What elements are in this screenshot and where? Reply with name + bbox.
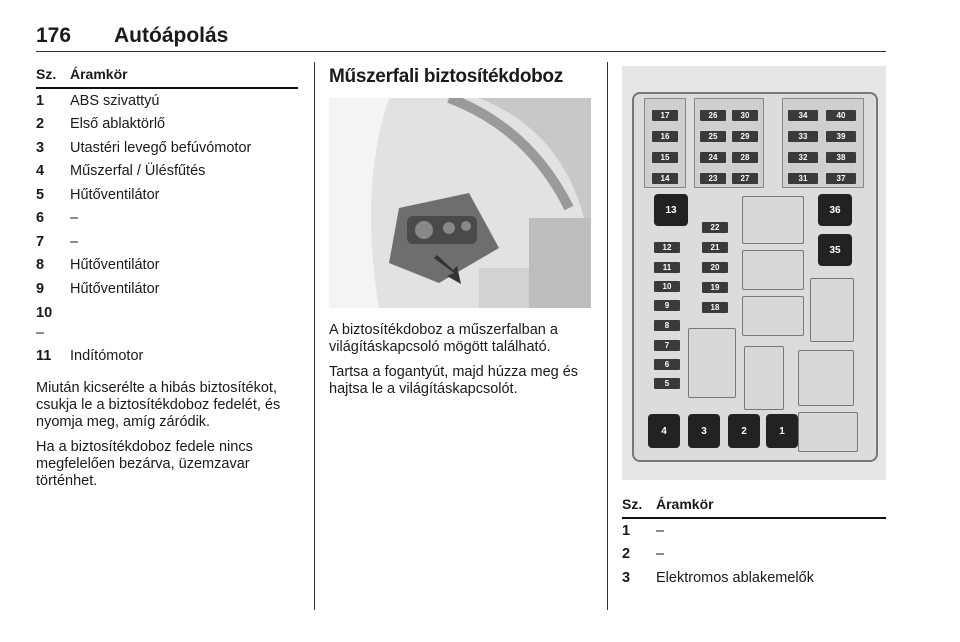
- fuse-31: 31: [788, 173, 818, 184]
- col-header-circuit: Áramkör: [70, 66, 128, 82]
- table-row: [36, 183, 298, 207]
- relay-slot: [810, 278, 854, 342]
- table-row: [36, 230, 298, 254]
- row-number: 8: [36, 257, 45, 274]
- relay-slot: [742, 296, 804, 336]
- column-middle: [329, 66, 591, 398]
- table-row: [622, 519, 886, 543]
- fuse-39: 39: [826, 131, 856, 142]
- row-number: 11: [36, 348, 52, 365]
- paragraph-instruction: Tartsa a fogantyút, majd húzza meg és hajtsa le a világításkapcsolót.: [329, 364, 579, 397]
- row-number: 1: [36, 92, 45, 109]
- fuse-25: 25: [700, 131, 726, 142]
- fuse-32: 32: [788, 152, 818, 163]
- fuse-29: 29: [732, 131, 758, 142]
- row-circuit: ABS szivattyú: [70, 92, 160, 109]
- row-circuit: –: [36, 324, 45, 341]
- fuse-4: 4: [648, 414, 680, 448]
- column-left: [36, 66, 298, 490]
- row-circuit: –: [656, 522, 665, 539]
- fuse-28: 28: [732, 152, 758, 163]
- fuse-22: 22: [702, 222, 728, 233]
- table-row: [36, 160, 298, 184]
- table-row: [36, 207, 298, 231]
- fuse-26: 26: [700, 110, 726, 121]
- fuse-33: 33: [788, 131, 818, 142]
- fuse-13: 13: [654, 194, 688, 226]
- fuse-14: 14: [652, 173, 678, 184]
- row-circuit: Első ablaktörlő: [70, 116, 166, 133]
- table-row: [36, 277, 298, 301]
- fuse-3: 3: [688, 414, 720, 448]
- row-circuit: –: [656, 546, 665, 563]
- fuse-35: 35: [818, 234, 852, 266]
- row-number: 2: [622, 546, 631, 563]
- column-right: [622, 66, 886, 590]
- relay-slot: [798, 350, 854, 406]
- paragraph-warning: Ha a biztosítékdoboz fedele nincs megfelelően bezárva, üzemzavar történhet.: [36, 439, 253, 489]
- table-row: [36, 136, 298, 160]
- fuse-18: 18: [702, 302, 728, 313]
- table-row: [36, 345, 298, 369]
- fuse-30: 30: [732, 110, 758, 121]
- row-number: 7: [36, 233, 45, 250]
- table-header: [36, 66, 298, 89]
- fuse-2: 2: [728, 414, 760, 448]
- fuse-40: 40: [826, 110, 856, 121]
- col-header-number: Sz.: [622, 496, 643, 512]
- fuse-1: 1: [766, 414, 798, 448]
- fuse-table: [36, 89, 298, 368]
- col-header-number: Sz.: [36, 66, 57, 82]
- row-number: 9: [36, 280, 45, 297]
- fuse-8: 8: [654, 320, 680, 331]
- fuse-table-2: [622, 496, 886, 590]
- table-row: [36, 89, 298, 113]
- fuse-12: 12: [654, 242, 680, 253]
- relay-slot: [742, 196, 804, 244]
- relay-slot: [798, 412, 858, 452]
- fuse-9: 9: [654, 300, 680, 311]
- row-circuit: Indítómotor: [70, 348, 144, 365]
- fuse-6: 6: [654, 359, 680, 370]
- row-number: 10: [36, 304, 53, 321]
- fuse-16: 16: [652, 131, 678, 142]
- row-circuit: Hűtőventilátor: [70, 257, 160, 274]
- fuse-10: 10: [654, 281, 680, 292]
- column-divider-1: [314, 62, 315, 610]
- dashboard-photo: [329, 98, 591, 308]
- section-title: Műszerfali biztosítékdoboz: [329, 66, 563, 87]
- row-number: 6: [36, 210, 45, 227]
- fuse-37: 37: [826, 173, 856, 184]
- fuse-15: 15: [652, 152, 678, 163]
- paragraph-location: A biztosítékdoboz a műszerfalban a világításkapcsoló mögött található.: [329, 322, 558, 355]
- row-number: 1: [622, 522, 631, 539]
- fuse-5: 5: [654, 378, 680, 389]
- page-header: [36, 22, 886, 52]
- relay-slot: [688, 328, 736, 398]
- fuse-17: 17: [652, 110, 678, 121]
- fuse-27: 27: [732, 173, 758, 184]
- fuse-19: 19: [702, 282, 728, 293]
- row-circuit: Utastéri levegő befúvómotor: [70, 139, 252, 156]
- fuse-36: 36: [818, 194, 852, 226]
- relay-slot: [742, 250, 804, 290]
- row-circuit: Műszerfal / Ülésfűtés: [70, 163, 206, 180]
- row-circuit: –: [70, 233, 79, 250]
- col-header-circuit: Áramkör: [656, 496, 714, 512]
- row-number: 2: [36, 116, 45, 133]
- fuse-box-diagram: [622, 66, 886, 480]
- row-number: 4: [36, 163, 45, 180]
- page-number: 176: [36, 24, 72, 47]
- table-row: [36, 113, 298, 137]
- table-row: [622, 543, 886, 567]
- row-circuit: Hűtőventilátor: [70, 280, 160, 297]
- table-row: [622, 566, 886, 590]
- fuse-21: 21: [702, 242, 728, 253]
- table-header: [622, 496, 886, 519]
- row-number: 5: [36, 186, 45, 203]
- page-title: Autóápolás: [114, 24, 229, 47]
- paragraph-close-cover: Miután kicserélte a hibás biztosítékot, csukja le a biztosítékdoboz fedelét, és nyomja meg, amíg záródik.: [36, 380, 281, 430]
- fuse-11: 11: [654, 262, 680, 273]
- fuse-24: 24: [700, 152, 726, 163]
- row-circuit: Hűtőventilátor: [70, 186, 160, 203]
- fuse-38: 38: [826, 152, 856, 163]
- fuse-34: 34: [788, 110, 818, 121]
- table-row: [36, 301, 298, 345]
- fuse-23: 23: [700, 173, 726, 184]
- relay-slot: [744, 346, 784, 410]
- row-number: 3: [36, 139, 45, 156]
- fuse-20: 20: [702, 262, 728, 273]
- table-row: [36, 254, 298, 278]
- row-circuit: –: [70, 210, 79, 227]
- column-divider-2: [607, 62, 608, 610]
- row-circuit: Elektromos ablakemelők: [656, 569, 814, 586]
- row-number: 3: [622, 569, 631, 586]
- fuse-7: 7: [654, 340, 680, 351]
